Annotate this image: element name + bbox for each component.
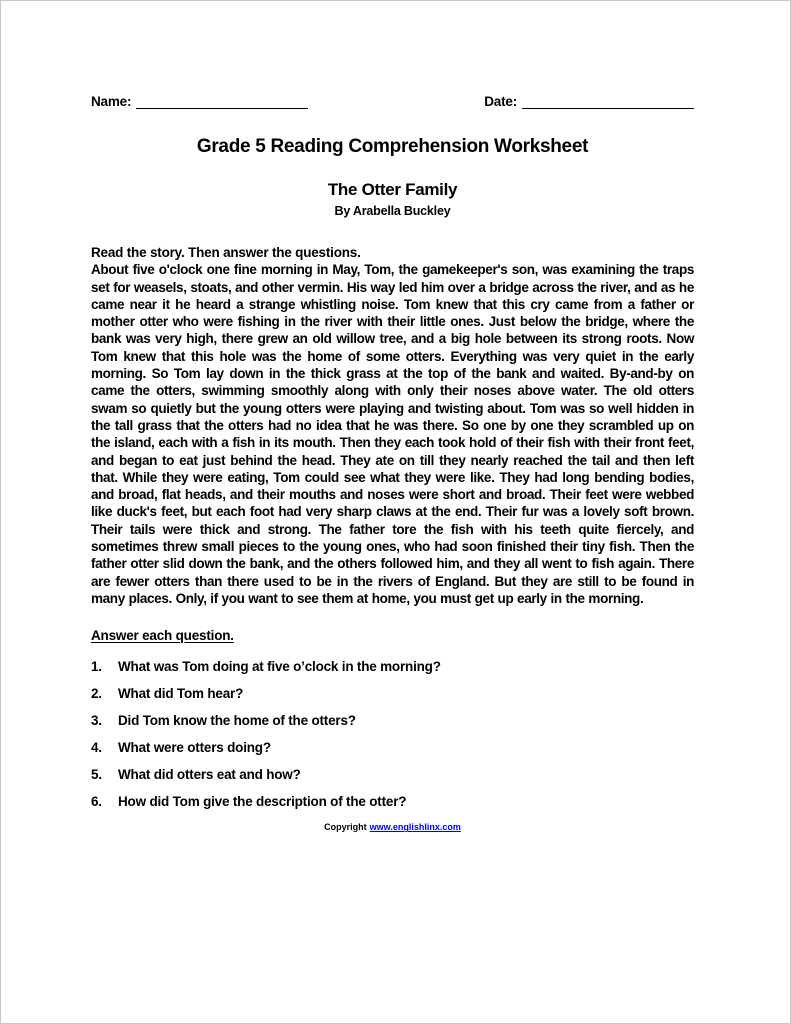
question-text: What did otters eat and how? [118,767,301,783]
question-text: What were otters doing? [118,740,271,756]
question-list [91,660,694,810]
question-number: 6. [91,794,102,810]
question-number: 3. [91,713,102,729]
question-item-5 [91,768,694,783]
question-number: 5. [91,767,102,783]
date-field-group [484,94,694,109]
question-number: 2. [91,686,102,702]
instructions-text: Read the story. Then answer the questions. [91,245,361,260]
questions-heading-label: Answer each question. [91,628,234,644]
footer [91,822,694,832]
question-text: What did Tom hear? [118,686,244,702]
date-blank-line [522,95,694,109]
question-text: What was Tom doing at five o’clock in the morning? [118,659,441,675]
story-text: About five o'clock one fine morning in May, Tom, the gamekeeper's son, was examining the traps set for weasels, stoats, and other vermin. His way led him over a bridge across the river, and as he came near it he heard a strange whistling noise. Tom knew that this cry came from a father or mother otter who were fishing in the river with their little ones. Just below the bridge, where the bank was very high, there grew an old willow tree, and a big hole between its strong roots. Now Tom knew that this hole was the home of some otters. Everything was very quiet in the early morning. So Tom lay down in the thick grass at the top of the bank and waited. By-and-by on came the otters, swimming smoothly along with only their noses above water. The old otters swam so quietly but the young otters were playing and twisting about. Tom was so well hidden in the tall grass that the otters had no idea that he was there. So one by one they scrambled up on the island, each with a fish in its mouth. Then they each took hold of their fish with their front feet, and began to eat just behind the head. They ate on till they nearly reached the tail and then left that. While they were eating, Tom could see what they were like. They had long bending bodies, and broad, flat heads, and their mouths and noses were short and broad. Their feet were webbed like duck's feet, but each foot had very sharp claws at the end. Their fur was a lovely soft brown. Their tails were thick and strong. The father tore the fish with his teeth quite fiercely, and sometimes threw small pieces to the young ones, who had soon finished their tiny fish. Then the father otter slid down the bank, and the others followed him, and they all went to fish again. There are fewer otters than there used to be in the rivers of England. But they are still to be found in many places. Only, if you want to see them at home, you must get up early in the morning. [91,262,694,606]
byline: By Arabella Buckley [334,204,451,218]
story-title: The Otter Family [327,180,458,199]
question-item-3 [91,714,694,729]
question-text: How did Tom give the description of the otter? [118,794,407,810]
question-item-1 [91,660,694,675]
copyright-link[interactable]: www.englishlinx.com [369,822,461,833]
name-blank-line [136,95,308,109]
question-text: Did Tom know the home of the otters? [118,713,356,729]
date-label: Date: [484,94,517,109]
copyright-label: Copyright [324,822,367,833]
question-item-2 [91,687,694,702]
questions-heading [91,628,694,643]
name-date-row [91,94,694,109]
question-number: 4. [91,740,102,756]
question-item-6 [91,795,694,810]
name-field-group [91,94,308,109]
question-number: 1. [91,659,102,675]
worksheet-title: Grade 5 Reading Comprehension Worksheet [196,136,589,157]
name-label: Name: [91,94,132,109]
question-item-4 [91,741,694,756]
